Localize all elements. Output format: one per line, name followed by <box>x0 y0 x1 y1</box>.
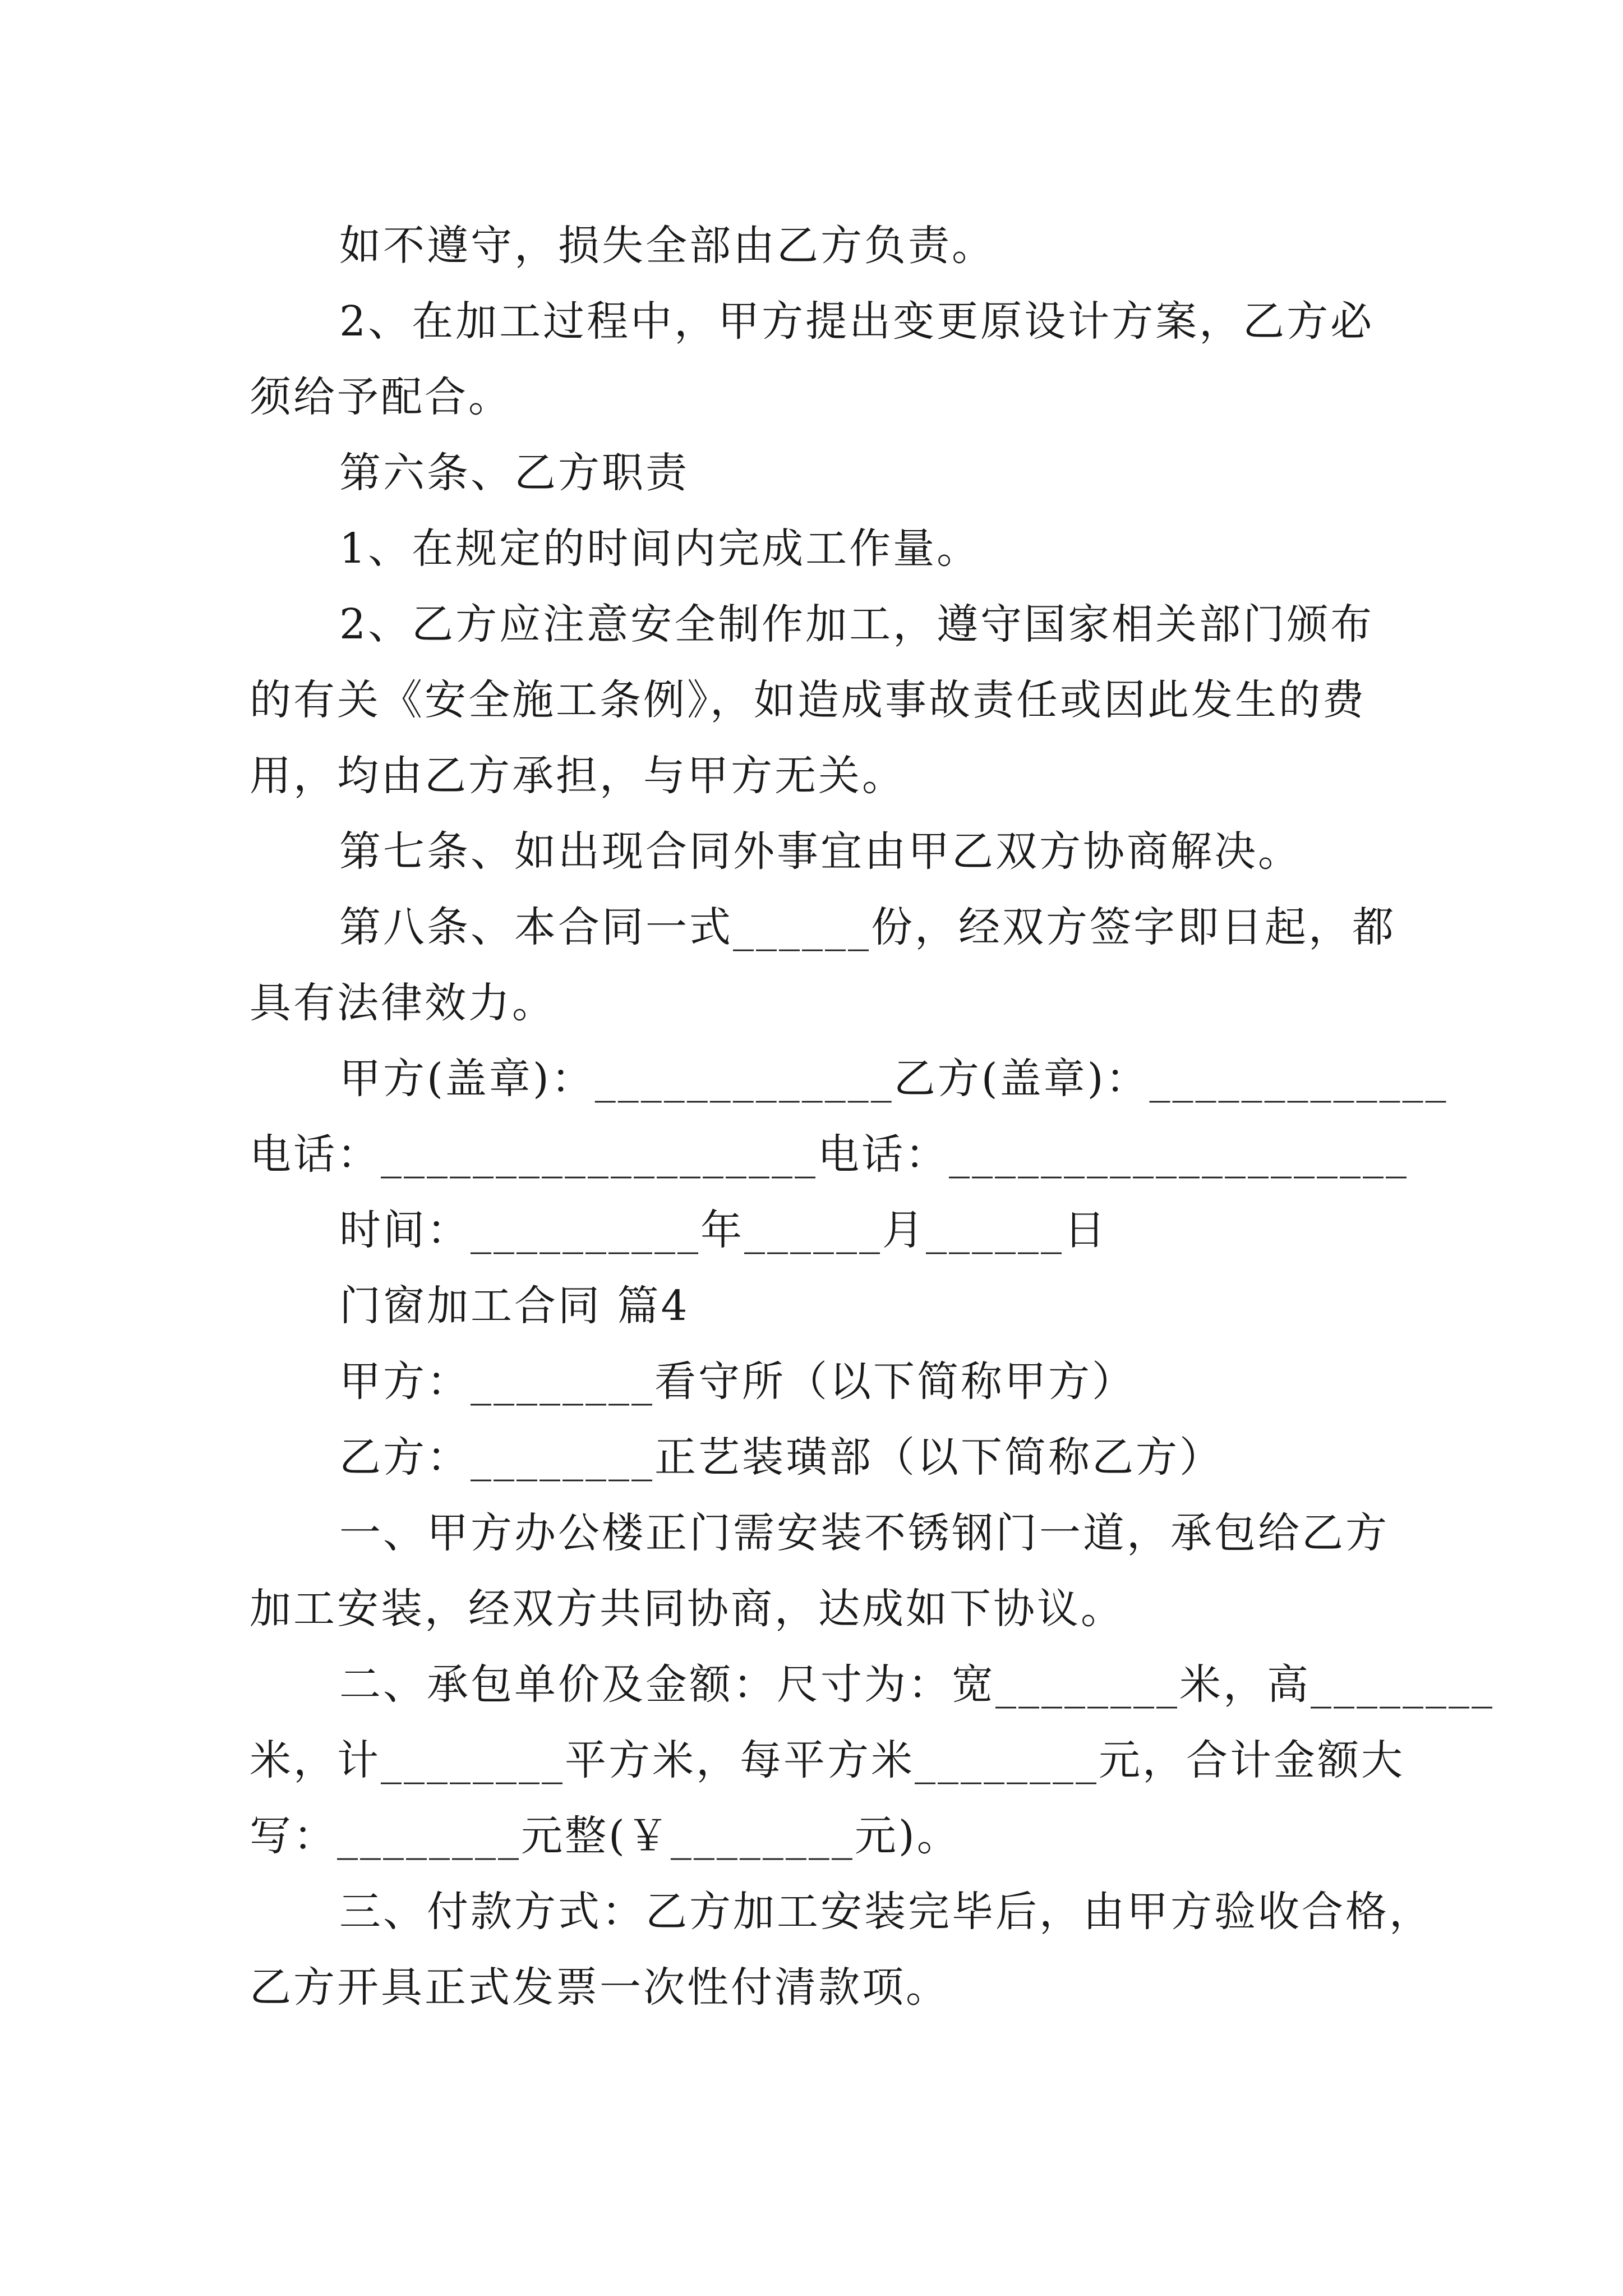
text-line: 的有关《安全施工条例》，如造成事故责任或因此发生的费 <box>250 676 1366 724</box>
text-line: 须给予配合。 <box>250 373 512 421</box>
text-line: 1、在规定的时间内完成工作量。 <box>339 524 981 573</box>
text-line: 2、乙方应注意安全制作加工，遵守国家相关部门颁布 <box>339 600 1375 648</box>
text-line: 米，计________平方米，每平方米________元，合计金额大 <box>250 1736 1405 1784</box>
text-line: 具有法律效力。 <box>250 979 556 1027</box>
text-line: 一、甲方办公楼正门需安装不锈钢门一道，承包给乙方 <box>339 1509 1389 1557</box>
party-a-line: 甲方：________看守所（以下简称甲方） <box>339 1358 1136 1406</box>
text-line: 二、承包单价及金额：尺寸为：宽________米，高________ <box>339 1660 1495 1709</box>
text-line: 三、付款方式：乙方加工安装完毕后，由甲方验收合格， <box>339 1888 1433 1936</box>
party-b-line: 乙方：________正艺装璜部（以下简称乙方） <box>339 1433 1223 1481</box>
text-line: 加工安装，经双方共同协商，达成如下协议。 <box>250 1585 1124 1633</box>
text-line: 第八条、本合同一式______份，经双方签字即日起，都 <box>339 903 1396 951</box>
phone-line: 电话：___________________电话：____________________ <box>250 1130 1409 1179</box>
document-title: 门窗加工合同 篇4 <box>339 1282 690 1330</box>
text-line: 如不遵守，损失全部由乙方负责。 <box>339 222 995 270</box>
text-line: 第七条、如出现合同外事宜由甲乙双方协商解决。 <box>339 827 1302 876</box>
text-line: 乙方开具正式发票一次性付清款项。 <box>250 1963 949 2012</box>
text-line: 写：________元整(￥________元)。 <box>250 1812 961 1860</box>
text-line: 2、在加工过程中，甲方提出变更原设计方案，乙方必 <box>339 297 1375 346</box>
date-line: 时间：__________年______月______日 <box>339 1206 1108 1254</box>
signature-line: 甲方(盖章)：_____________乙方(盖章)：_____________ <box>339 1055 1449 1103</box>
text-line: 用，均由乙方承担，与甲方无关。 <box>250 752 906 800</box>
section-heading: 第六条、乙方职责 <box>339 449 689 497</box>
